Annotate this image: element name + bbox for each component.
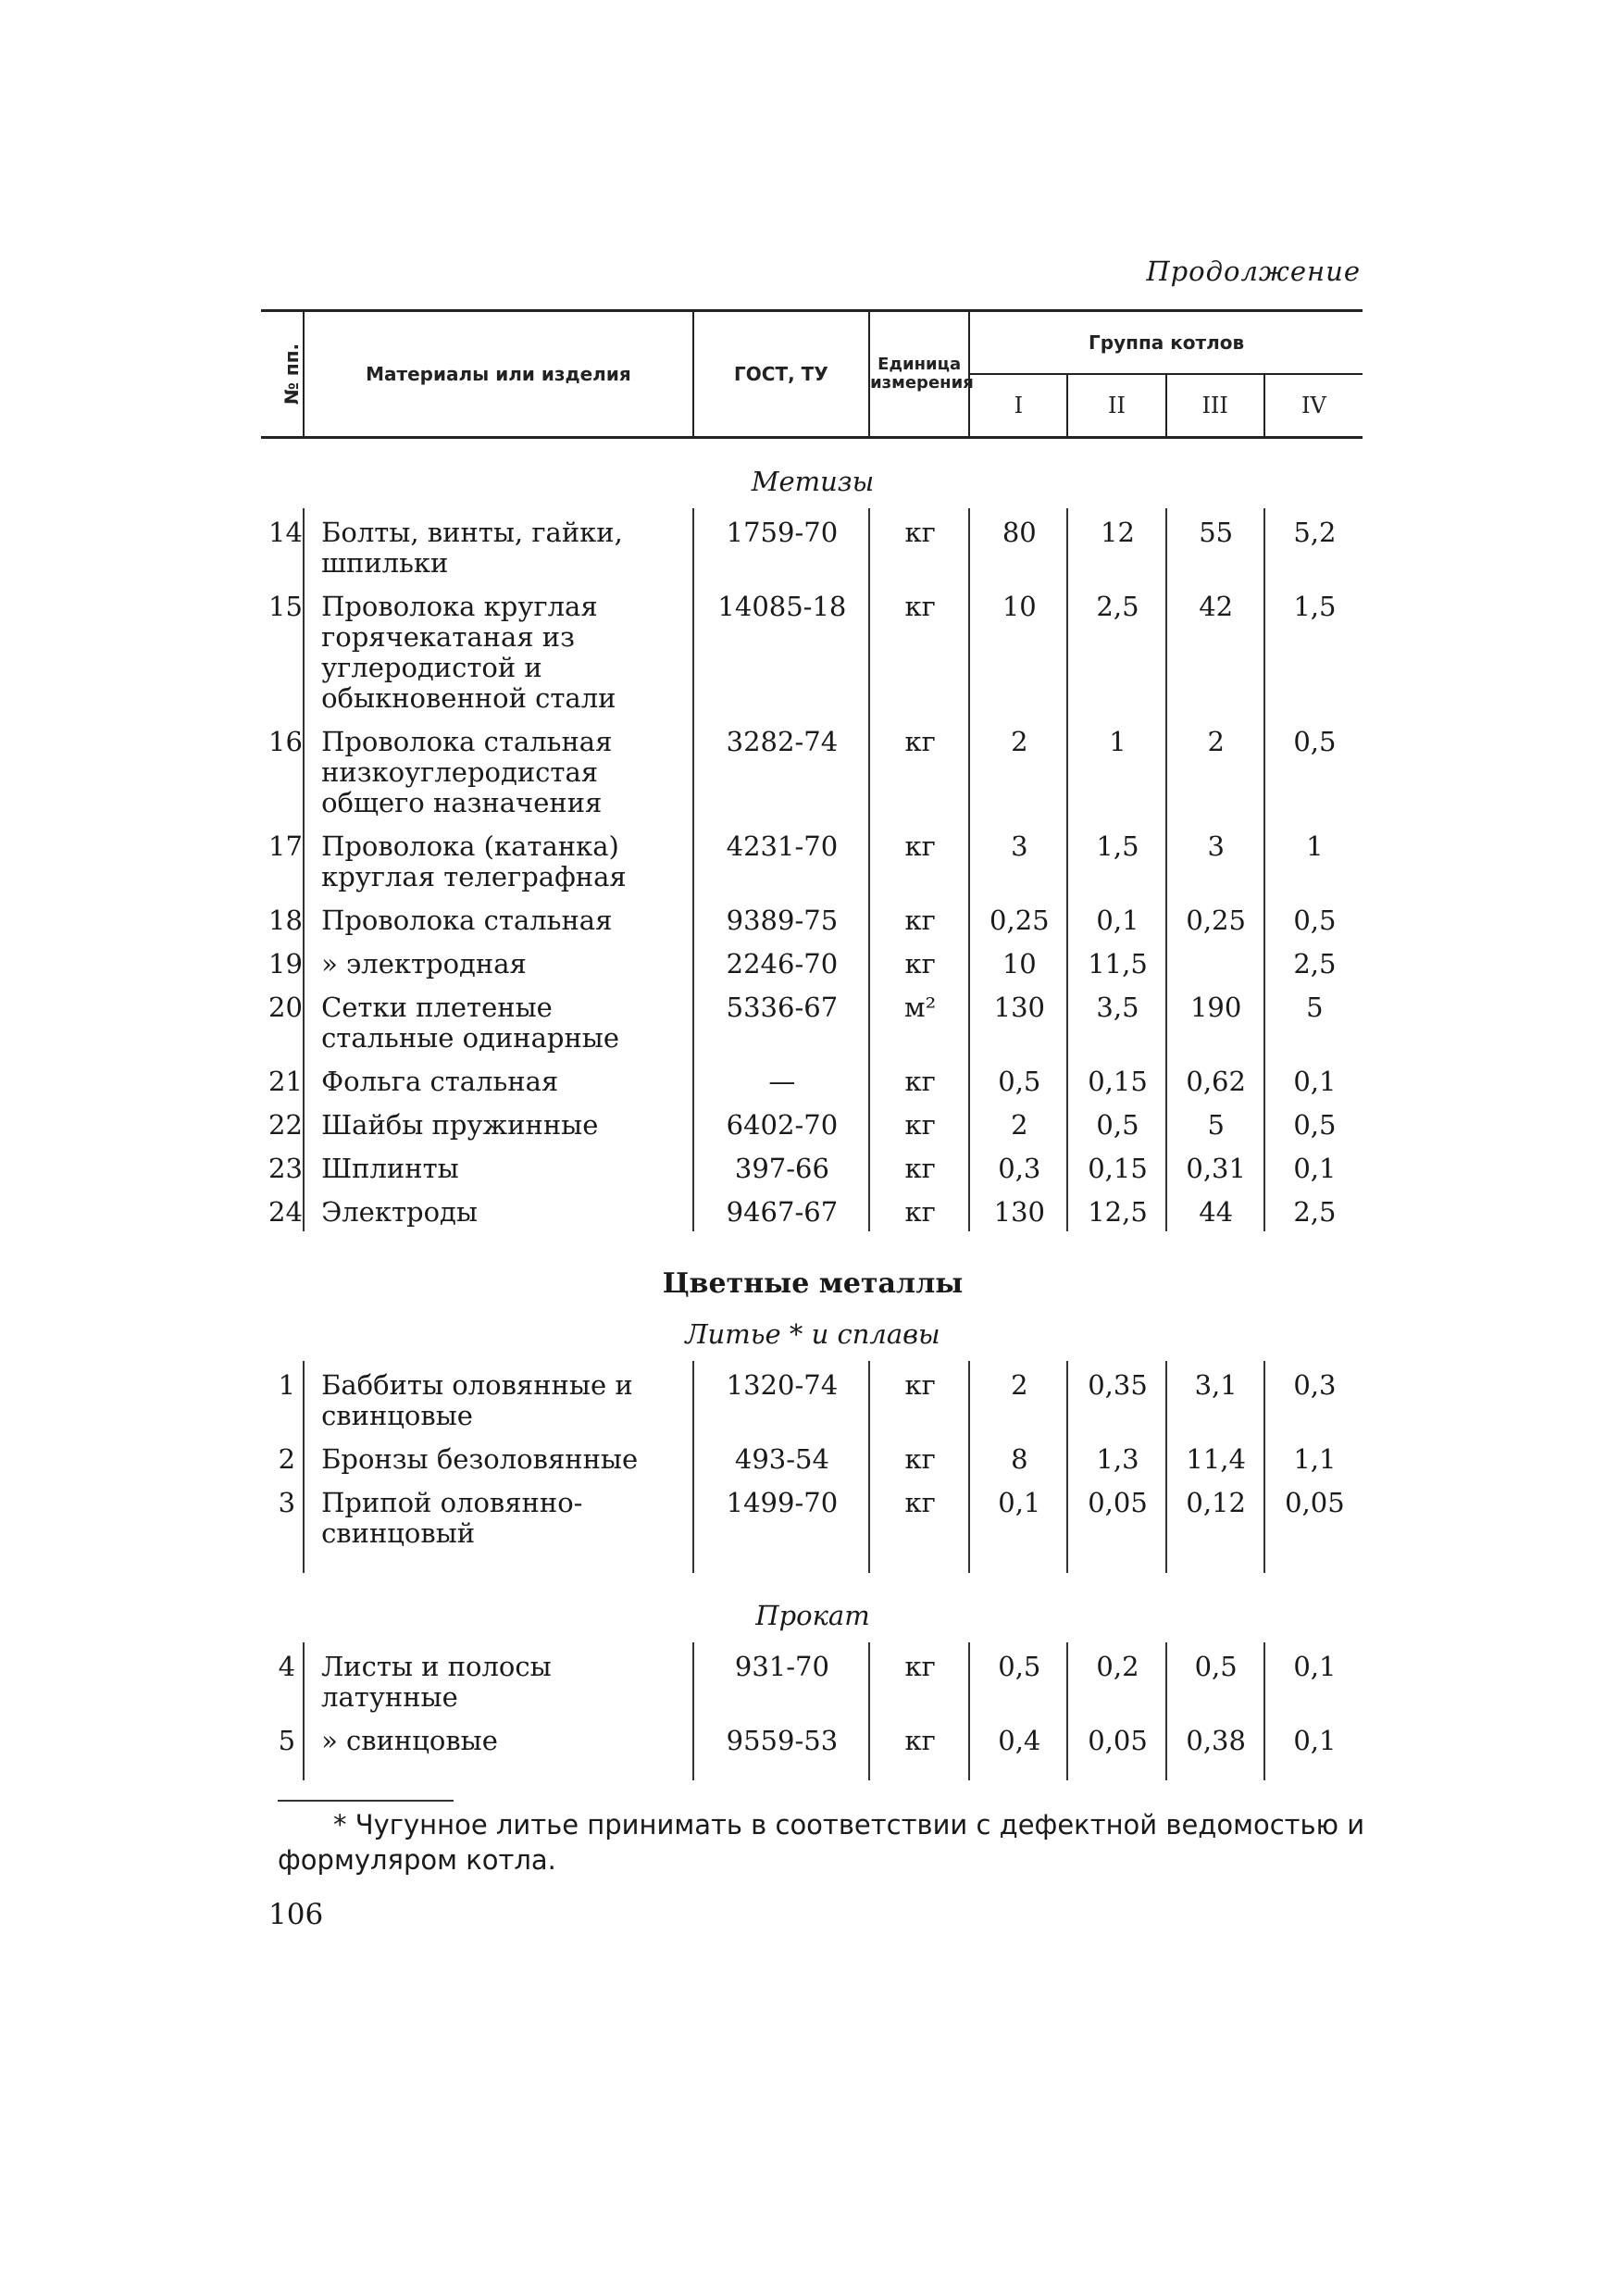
row-material: Проволока (катанка) круглая телеграфная (304, 822, 693, 896)
row-group-3: 44 (1166, 1188, 1264, 1231)
row-gost: 397-66 (693, 1144, 869, 1188)
table-row (261, 940, 1363, 983)
table-header (261, 311, 1363, 438)
row-gost: 493-54 (693, 1435, 869, 1479)
row-number: 5 (278, 1725, 296, 1756)
row-number: 24 (268, 1196, 303, 1228)
row-number: 23 (268, 1153, 303, 1184)
row-group-1: 0,5 (969, 1642, 1067, 1716)
spacer-cell (304, 1760, 693, 1780)
header-group-4: IV (1264, 374, 1363, 438)
row-group-1: 0,1 (969, 1479, 1067, 1553)
materials-table (261, 309, 1363, 1780)
row-group-3: 5 (1166, 1101, 1264, 1144)
row-group-2: 0,35 (1067, 1361, 1165, 1435)
row-gost: 9467-67 (693, 1188, 869, 1231)
row-group-1: 2 (969, 1361, 1067, 1435)
spacer-cell (1166, 1553, 1264, 1573)
row-group-1: 2 (969, 1101, 1067, 1144)
row-number: 16 (268, 726, 303, 757)
header-group-1: I (969, 374, 1067, 438)
table-row (261, 1144, 1363, 1188)
row-gost: 3282-74 (693, 718, 869, 822)
section-casting (261, 1361, 1363, 1573)
row-gost: 1759-70 (693, 508, 869, 582)
row-group-3: 0,12 (1166, 1479, 1264, 1553)
header-gost: ГОСТ, ТУ (693, 311, 869, 438)
spacer-cell (969, 1553, 1067, 1573)
row-unit: кг (869, 1361, 969, 1435)
row-material: Шайбы пружинные (304, 1101, 693, 1144)
table-row (261, 1101, 1363, 1144)
spacer-cell (304, 1553, 693, 1573)
row-unit: м² (869, 983, 969, 1057)
row-group-3: 11,4 (1166, 1435, 1264, 1479)
section-title-rolled: Прокат (755, 1600, 870, 1631)
row-group-3: 2 (1166, 718, 1264, 822)
row-group-2: 1,5 (1067, 822, 1165, 896)
row-group-1: 8 (969, 1435, 1067, 1479)
row-number: 3 (278, 1487, 296, 1518)
section-metizy (261, 438, 1363, 1232)
row-group-2: 11,5 (1067, 940, 1165, 983)
row-number: 18 (268, 905, 303, 936)
row-group-3: 190 (1166, 983, 1264, 1057)
row-number: 4 (278, 1651, 296, 1682)
row-group-4: 0,1 (1264, 1057, 1363, 1101)
row-unit: кг (869, 1144, 969, 1188)
section-rolled (261, 1642, 1363, 1780)
row-group-2: 0,5 (1067, 1101, 1165, 1144)
row-group-3: 0,38 (1166, 1716, 1264, 1760)
row-material: Проволока стальная низкоуглеродистая общего назначения (304, 718, 693, 822)
row-material: Проволока круглая горячекатаная из углеродистой и обыкновенной стали (304, 582, 693, 718)
row-number: 20 (268, 992, 303, 1023)
table-row (261, 983, 1363, 1057)
row-group-3: 0,5 (1166, 1642, 1264, 1716)
row-number: 19 (268, 948, 303, 980)
spacer-cell (1067, 1553, 1165, 1573)
row-group-4: 5 (1264, 983, 1363, 1057)
row-group-1: 3 (969, 822, 1067, 896)
section-title-colored-metals: Цветные металлы (662, 1267, 964, 1300)
row-material: » электродная (304, 940, 693, 983)
row-material: Фольга стальная (304, 1057, 693, 1101)
row-group-1: 2 (969, 718, 1067, 822)
row-number: 14 (268, 517, 303, 548)
row-number: 17 (268, 830, 303, 862)
header-unit: Единица измерения (869, 311, 969, 438)
row-unit: кг (869, 582, 969, 718)
row-material: Болты, винты, гайки, шпильки (304, 508, 693, 582)
spacer-cell (1264, 1760, 1363, 1780)
row-group-1: 0,3 (969, 1144, 1067, 1188)
row-gost: 1320-74 (693, 1361, 869, 1435)
table-row (261, 718, 1363, 822)
row-group-3: 0,31 (1166, 1144, 1264, 1188)
row-group-4: 1 (1264, 822, 1363, 896)
row-group-2: 0,05 (1067, 1716, 1165, 1760)
row-number: 15 (268, 591, 303, 622)
table-row (261, 1642, 1363, 1716)
row-number: 1 (278, 1369, 296, 1401)
table-row-spacer (261, 1760, 1363, 1780)
row-group-1: 0,5 (969, 1057, 1067, 1101)
table-row (261, 896, 1363, 940)
row-gost: 4231-70 (693, 822, 869, 896)
row-group-1: 10 (969, 940, 1067, 983)
row-group-2: 0,1 (1067, 896, 1165, 940)
row-material: Бронзы безоловянные (304, 1435, 693, 1479)
row-unit: кг (869, 1057, 969, 1101)
row-gost: 2246-70 (693, 940, 869, 983)
header-group-2: II (1067, 374, 1165, 438)
header-group: Группа котлов (969, 311, 1363, 375)
row-unit: кг (869, 1188, 969, 1231)
row-group-4: 5,2 (1264, 508, 1363, 582)
row-group-2: 0,2 (1067, 1642, 1165, 1716)
row-unit: кг (869, 718, 969, 822)
table-row (261, 508, 1363, 582)
row-group-2: 12,5 (1067, 1188, 1165, 1231)
row-group-4: 1,1 (1264, 1435, 1363, 1479)
table-row (261, 1188, 1363, 1231)
row-unit: кг (869, 1642, 969, 1716)
row-number: 2 (278, 1443, 296, 1475)
table-row (261, 822, 1363, 896)
table-row (261, 1716, 1363, 1760)
header-materials: Материалы или изделия (304, 311, 693, 438)
row-group-1: 130 (969, 983, 1067, 1057)
row-material: Баббиты оловянные и свинцовые (304, 1361, 693, 1435)
row-gost: 9559-53 (693, 1716, 869, 1760)
row-group-4: 0,1 (1264, 1642, 1363, 1716)
table-row (261, 1057, 1363, 1101)
row-group-4: 0,3 (1264, 1361, 1363, 1435)
row-unit: кг (869, 896, 969, 940)
row-group-4: 1,5 (1264, 582, 1363, 718)
row-unit: кг (869, 1435, 969, 1479)
row-group-2: 12 (1067, 508, 1165, 582)
row-gost: 5336-67 (693, 983, 869, 1057)
row-group-3: 0,62 (1166, 1057, 1264, 1101)
row-material: Листы и полосы латунные (304, 1642, 693, 1716)
row-group-4: 2,5 (1264, 1188, 1363, 1231)
row-material: Сетки плетеные стальные одинарные (304, 983, 693, 1057)
row-group-2: 1,3 (1067, 1435, 1165, 1479)
row-group-3 (1166, 940, 1264, 983)
footnote: * Чугунное литье принимать в соответствии с дефектной ведомостью и формуляром котла. (278, 1809, 1365, 1876)
row-group-4: 0,1 (1264, 1716, 1363, 1760)
row-group-2: 0,15 (1067, 1057, 1165, 1101)
row-group-4: 0,5 (1264, 1101, 1363, 1144)
row-gost: 6402-70 (693, 1101, 869, 1144)
row-group-3: 3 (1166, 822, 1264, 896)
row-group-4: 0,5 (1264, 718, 1363, 822)
spacer-cell (869, 1553, 969, 1573)
spacer-cell (869, 1760, 969, 1780)
table-row (261, 582, 1363, 718)
row-group-4: 0,1 (1264, 1144, 1363, 1188)
row-gost: 931-70 (693, 1642, 869, 1716)
spacer-cell (1067, 1760, 1165, 1780)
row-group-2: 3,5 (1067, 983, 1165, 1057)
spacer-cell (261, 1553, 304, 1573)
row-gost: — (693, 1057, 869, 1101)
row-group-4: 2,5 (1264, 940, 1363, 983)
row-number: 21 (268, 1066, 303, 1097)
spacer-cell (261, 1760, 304, 1780)
spacer-cell (1264, 1553, 1363, 1573)
table-row-spacer (261, 1553, 1363, 1573)
row-unit: кг (869, 940, 969, 983)
section-colored-metals (261, 1231, 1363, 1361)
row-unit: кг (869, 508, 969, 582)
table-row (261, 1479, 1363, 1553)
row-group-2: 0,05 (1067, 1479, 1165, 1553)
row-group-2: 0,15 (1067, 1144, 1165, 1188)
row-group-3: 0,25 (1166, 896, 1264, 940)
row-group-3: 42 (1166, 582, 1264, 718)
footnote-divider (278, 1800, 454, 1802)
row-material: Шплинты (304, 1144, 693, 1188)
table-row (261, 1361, 1363, 1435)
row-group-4: 0,5 (1264, 896, 1363, 940)
row-group-4: 0,05 (1264, 1479, 1363, 1553)
spacer-cell (969, 1760, 1067, 1780)
row-group-1: 10 (969, 582, 1067, 718)
spacer-cell (693, 1553, 869, 1573)
section-title-casting: Литье * и сплавы (685, 1318, 940, 1350)
row-material: Электроды (304, 1188, 693, 1231)
row-unit: кг (869, 1101, 969, 1144)
section-rolled-title (261, 1573, 1363, 1642)
row-gost: 14085-18 (693, 582, 869, 718)
row-group-1: 0,4 (969, 1716, 1067, 1760)
row-group-1: 0,25 (969, 896, 1067, 940)
section-title-metizy: Метизы (751, 466, 875, 497)
spacer-cell (693, 1760, 869, 1780)
header-number: № пп. (261, 311, 304, 438)
row-gost: 1499-70 (693, 1479, 869, 1553)
row-group-2: 2,5 (1067, 582, 1165, 718)
spacer-cell (1166, 1760, 1264, 1780)
row-group-3: 3,1 (1166, 1361, 1264, 1435)
row-group-1: 80 (969, 508, 1067, 582)
row-group-1: 130 (969, 1188, 1067, 1231)
page-number: 106 (268, 1898, 324, 1931)
row-group-2: 1 (1067, 718, 1165, 822)
header-group-3: III (1166, 374, 1264, 438)
row-group-3: 55 (1166, 508, 1264, 582)
continuation-label: Продолжение (1146, 256, 1361, 287)
row-unit: кг (869, 822, 969, 896)
row-unit: кг (869, 1716, 969, 1760)
row-material: » свинцовые (304, 1716, 693, 1760)
row-unit: кг (869, 1479, 969, 1553)
row-material: Припой оловянно-свинцовый (304, 1479, 693, 1553)
row-material: Проволока стальная (304, 896, 693, 940)
row-number: 22 (268, 1109, 303, 1141)
row-gost: 9389-75 (693, 896, 869, 940)
table-row (261, 1435, 1363, 1479)
